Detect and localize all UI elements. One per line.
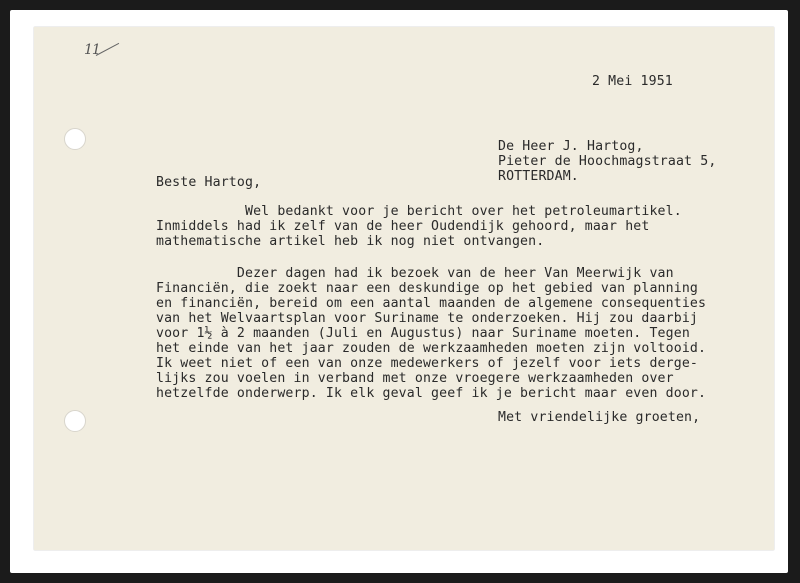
salutation: Beste Hartog, bbox=[156, 175, 262, 190]
recipient-line-1: De Heer J. Hartog, bbox=[498, 139, 644, 154]
paragraph-2-line-5: voor 1½ à 2 maanden (Juli en Augustus) naar Suriname moeten. Tegen bbox=[156, 326, 690, 341]
paragraph-1-line-2: Inmiddels had ik zelf van de heer Oudendijk gehoord, maar het bbox=[156, 219, 650, 234]
paragraph-2-line-6: het einde van het jaar zouden de werkzaamheden moeten zijn voltooid. bbox=[156, 341, 707, 356]
paragraph-2-line-4: van het Welvaartsplan voor Suriname te onderzoeken. Hij zou daarbij bbox=[156, 311, 698, 326]
paragraph-1-line-1: Wel bedankt voor je bericht over het petroleumartikel. bbox=[156, 204, 682, 219]
paragraph-2-line-7: Ik weet niet of een van onze medewerkers of jezelf voor iets derge- bbox=[156, 356, 698, 371]
punch-hole-bottom bbox=[64, 410, 86, 432]
paragraph-2-line-3: en financiën, bereid om een aantal maanden de algemene consequenties bbox=[156, 296, 707, 311]
paragraph-2-line-8: lijks zou voelen in verband met onze vroegere werkzaamheden over bbox=[156, 371, 674, 386]
letter-date: 2 Mei 1951 bbox=[592, 74, 673, 89]
paragraph-2-line-9: hetzelfde onderwerp. Ik elk geval geef ik je bericht maar even door. bbox=[156, 386, 707, 401]
recipient-line-3: ROTTERDAM. bbox=[498, 169, 579, 184]
closing-line: Met vriendelijke groeten, bbox=[498, 410, 701, 425]
margin-pencil-mark: 11 bbox=[84, 42, 100, 58]
paragraph-1-line-3: mathematische artikel heb ik nog niet ontvangen. bbox=[156, 234, 545, 249]
paragraph-2-line-2: Financiën, die zoekt naar een deskundige op het gebied van planning bbox=[156, 281, 698, 296]
punch-hole-top bbox=[64, 128, 86, 150]
paragraph-2-line-1: Dezer dagen had ik bezoek van de heer Van Meerwijk van bbox=[156, 266, 674, 281]
recipient-line-2: Pieter de Hoochmagstraat 5, bbox=[498, 154, 717, 169]
